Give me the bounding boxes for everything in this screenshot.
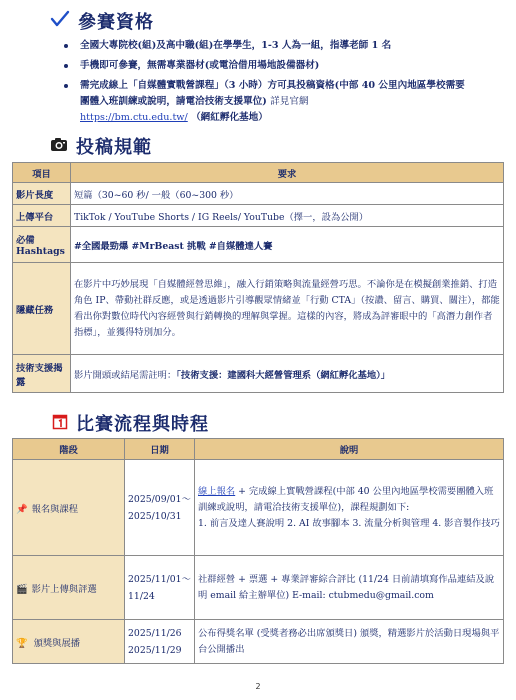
online-register-link[interactable]: 線上報名 (198, 485, 236, 497)
bullet-icon (64, 84, 68, 88)
table-header-row (13, 439, 504, 460)
camera-icon (50, 137, 68, 156)
eligibility-item-2: 手機即可參賽，無需專業器材(或電洽借用場地設備器材) (80, 60, 320, 71)
eligibility-list (62, 38, 472, 130)
eligibility-item-3: 需完成線上「自媒體實戰營課程」（3 小時）方可具投稿資格(中部 40 公里內地區學校需要團體入班訓練或說明，請電洽技術支援單位) (80, 80, 465, 107)
date-cell: 2025/11/26 2025/11/29 (125, 620, 195, 664)
row-label: 影片長度 (13, 183, 71, 205)
date-cell: 2025/11/01～11/24 (125, 556, 195, 620)
eligibility-header (50, 8, 154, 34)
timeline-header (52, 410, 209, 436)
table-header-row (13, 163, 504, 183)
row-value: TikTok / YouTube Shorts / IG Reels/ YouTube（擇一，設為公開） (71, 205, 504, 227)
rules-table (12, 162, 504, 393)
clapperboard-icon: 🎬 (16, 583, 28, 595)
eligibility-item-1: 全國大專院校(組)及高中職(組)在學學生，1-3 人為一組，指導老師 1 名 (80, 40, 392, 51)
eligibility-title: 參賽資格 (78, 12, 154, 33)
table-row (13, 355, 504, 393)
column-header-item: 項目 (13, 163, 71, 183)
calendar-icon (52, 413, 68, 434)
column-header-description: 說明 (195, 439, 504, 460)
list-item (62, 58, 472, 74)
bullet-icon (64, 44, 68, 48)
checkmark-icon (50, 10, 70, 32)
table-row (13, 620, 504, 664)
rules-header (50, 133, 152, 159)
disclosure-text: 「技術支援：建國科大經營管理系（網紅孵化基地）」 (176, 369, 391, 381)
see-website-text: 詳見官網 (270, 96, 309, 107)
row-value: 在影片中巧妙展現「自媒體經營思維」，融入行銷策略與流量經營巧思。不論你是在模擬創業推銷、打造角色 IP、帶動社群反應，或是透過影片引導觀眾情緒並「行動 CTA」（按讚、留言、購買、關注），都能看出你對數位時代內容經營與行銷轉換的理解與掌握。這樣的內容，將成為評審眼中的「高潛力創作者指標」，並獲得特別加分。 (71, 263, 504, 355)
row-label: 隱藏任務 (13, 263, 71, 355)
row-value: 短篇（30~60 秒/ 一般（60~300 秒） (71, 183, 504, 205)
stage-cell (13, 460, 125, 556)
stage-label: 影片上傳與評選 (31, 583, 97, 595)
stage-label: 報名與課程 (31, 503, 79, 515)
list-item (62, 78, 472, 126)
description-text: + 完成線上實戰營課程(中部 40 公里內地區學校需要團體入班訓練或說明，請電洽技術支援單位)，課程規劃如下: (198, 485, 494, 513)
stage-cell (13, 620, 125, 664)
table-row (13, 460, 504, 556)
table-row (13, 183, 504, 205)
date-cell: 2025/09/01～2025/10/31 (125, 460, 195, 556)
disclosure-prefix: 影片開頭或結尾需註明： (74, 369, 177, 381)
list-item (62, 38, 472, 54)
pin-icon: 📌 (16, 503, 28, 515)
timeline-table (12, 438, 504, 664)
trophy-icon: 🏆 (16, 637, 28, 649)
bullet-icon (64, 64, 68, 68)
website-link[interactable]: https://bm.ctu.edu.tw/ (80, 112, 188, 123)
page-number: 2 (255, 682, 261, 691)
table-row (13, 227, 504, 263)
column-header-date: 日期 (125, 439, 195, 460)
description-cell: 公布得獎名單 (受獎者務必出席頒獎日) 頒獎，精選影片於活動日現場與平台公開播出 (195, 620, 504, 664)
row-label: 上傳平台 (13, 205, 71, 227)
stage-cell (13, 556, 125, 620)
row-value (71, 355, 504, 393)
table-row (13, 556, 504, 620)
description-cell: 社群經營 + 票選 + 專業評審綜合評比 (11/24 日前請填寫作品連結及說明 email 給主辦單位) E-mail: ctubmedu@gmail.com (195, 556, 504, 620)
description-cell (195, 460, 504, 556)
column-header-requirement: 要求 (71, 163, 504, 183)
course-items: 1. 前言及達人賽說明 2. AI 故事腳本 3. 流量分析與管理 4. 影音製作技巧 (198, 517, 500, 529)
table-row (13, 205, 504, 227)
column-header-stage: 階段 (13, 439, 125, 460)
rules-title: 投稿規範 (76, 137, 152, 158)
timeline-title: 比賽流程與時程 (76, 414, 209, 435)
website-note: （網紅孵化基地） (191, 112, 268, 123)
stage-label: 頒獎與展播 (33, 637, 81, 649)
row-value: #全國最勁爆 #MrBeast 挑戰 #自媒體達人賽 (71, 227, 504, 263)
table-row (13, 263, 504, 355)
row-label: 技術支援揭露 (13, 355, 71, 393)
row-label: 必備 Hashtags (13, 227, 71, 263)
